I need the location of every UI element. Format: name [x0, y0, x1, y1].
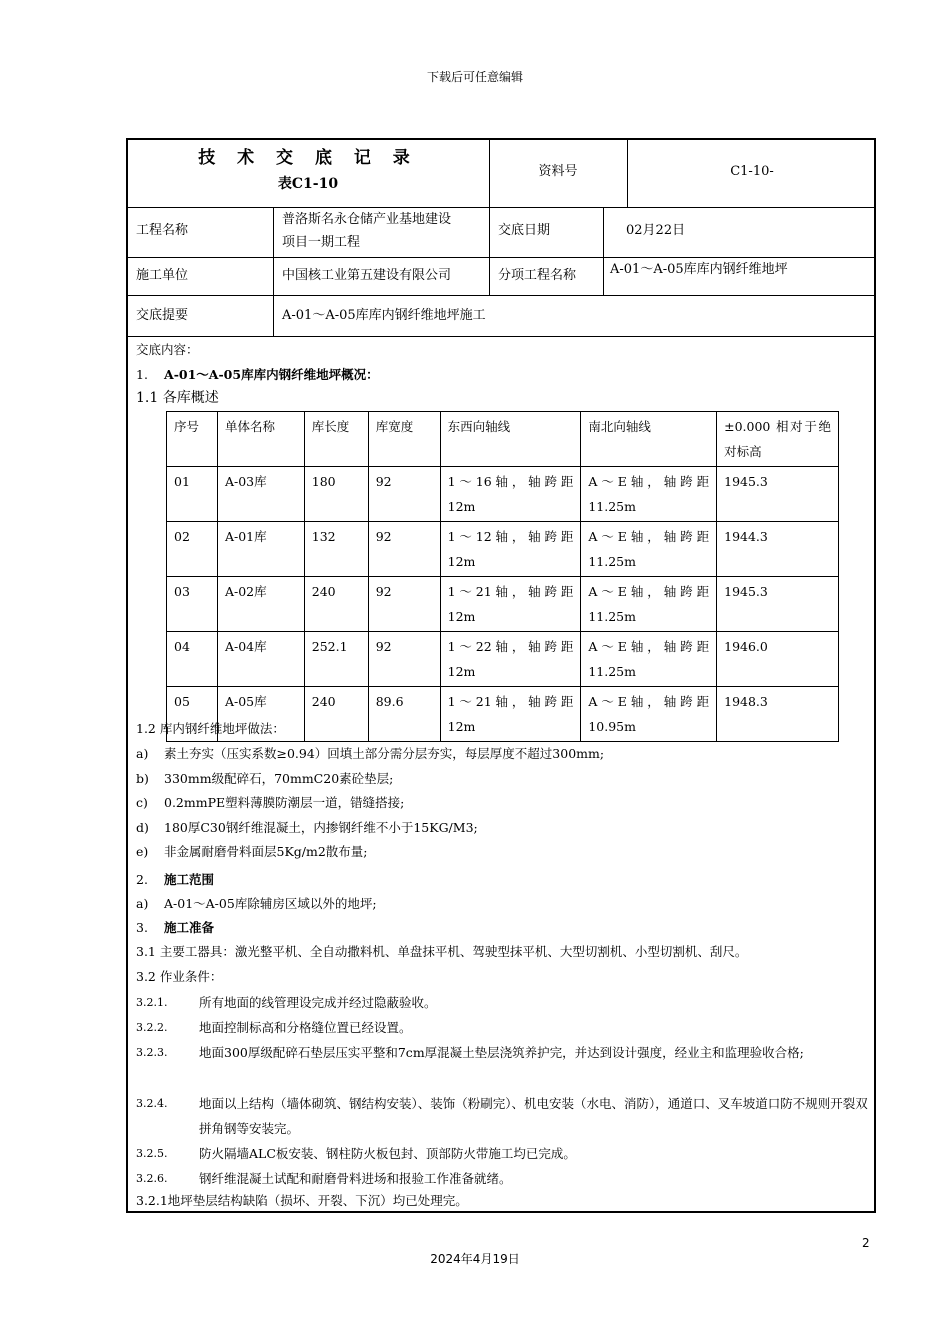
item-key: a) [136, 746, 149, 761]
table-cell: 03 [167, 577, 218, 632]
rule [603, 207, 604, 295]
rule [489, 207, 490, 295]
item-text: 素土夯实（压实系数≥0.94）回填土部分需分层夯实，每层厚度不超过300mm; [164, 746, 605, 761]
content-intro: 交底内容： [136, 342, 199, 357]
table-cell: A～E轴，轴跨距10.95m [581, 687, 717, 742]
table-cell: 1946.0 [717, 632, 839, 687]
table-cell: 1948.3 [717, 687, 839, 742]
table-header-cell: 序号 [167, 412, 218, 467]
list-item [136, 819, 478, 837]
item-text: 非金属耐磨骨料面层5Kg/m2散布量; [164, 844, 368, 859]
section-3-2-1-last: 3.2.1地坪垫层结构缺陷（损坏、开裂、下沉）均已处理完。 [136, 1193, 468, 1208]
item-key: 3.2.3. [136, 1046, 168, 1059]
table-cell: A～E轴，轴跨距11.25m [581, 522, 717, 577]
section-number: 1. [136, 367, 148, 382]
list-item [136, 794, 404, 812]
table-cell: A～E轴，轴跨距11.25m [581, 632, 717, 687]
item-key: b) [136, 770, 149, 786]
table-cell: 92 [368, 632, 440, 687]
table-row [167, 632, 839, 687]
table-header-row [167, 412, 839, 467]
item-key: c) [136, 795, 148, 810]
warehouse-table [166, 411, 839, 742]
table-cell: 01 [167, 467, 218, 522]
section-title: 施工准备 [164, 920, 215, 935]
table-cell: 92 [368, 522, 440, 577]
item-key: a) [136, 896, 149, 911]
section-1-2: 1.2 库内钢纤维地坪做法： [136, 721, 285, 736]
section-title: 施工范围 [164, 872, 215, 887]
header-note: 下载后可任意编辑 [426, 70, 523, 84]
table-cell: A-04库 [217, 632, 304, 687]
section-3-heading [136, 919, 214, 937]
project-value-line1: 普洛斯名永仓储产业基地建设 [282, 212, 452, 227]
date-value: 02月22日 [626, 223, 686, 238]
item-key: 3.2.5. [136, 1147, 168, 1160]
table-row [167, 522, 839, 577]
rule [126, 257, 876, 258]
form-title: 技 术 交 底 记 录 [198, 148, 418, 168]
subproject-value: A-01～A-05库库内钢纤维地坪 [610, 262, 788, 277]
table-cell: 180 [304, 467, 368, 522]
table-cell: 05 [167, 687, 218, 742]
item-text: 180厚C30钢纤维混凝土，内掺钢纤维不小于15KG/M3; [164, 819, 478, 835]
table-cell: A～E轴，轴跨距11.25m [581, 577, 717, 632]
unit-value: 中国核工业第五建设有限公司 [282, 268, 452, 283]
table-cell: A-05库 [217, 687, 304, 742]
item-text: 所有地面的线管理设完成并经过隐蔽验收。 [199, 995, 437, 1010]
item-key: d) [136, 819, 149, 835]
rule [126, 336, 876, 337]
item-text: A-01～A-05库除辅房区域以外的地坪; [164, 896, 377, 911]
table-cell: 1945.3 [717, 577, 839, 632]
table-header-cell: 东西向轴线 [440, 412, 581, 467]
summary-value: A-01～A-05库库内钢纤维地坪施工 [282, 308, 486, 323]
item-text: 330mm级配碎石，70mmC20素砼垫层; [164, 770, 394, 786]
item-key: 3.2.2. [136, 1021, 168, 1034]
section-1-heading [136, 366, 379, 384]
section-3-1: 3.1 主要工器具：激光整平机、全自动撒料机、单盘抹平机、驾驶型抹平机、大型切割机、小型切割机、刮尺。 [136, 944, 748, 959]
item-key: 3.2.6. [136, 1172, 168, 1185]
table-cell: 1～22轴，轴跨距12m [440, 632, 581, 687]
table-cell: 132 [304, 522, 368, 577]
table-cell: 240 [304, 577, 368, 632]
table-row [167, 577, 839, 632]
table-header-cell: ±0.000 相对于绝对标高 [717, 412, 839, 467]
section-title: A-01～A-05库库内钢纤维地坪概况： [164, 367, 379, 382]
list-item [136, 745, 604, 763]
doc-no-label: 资料号 [538, 164, 578, 179]
table-header-cell: 单体名称 [217, 412, 304, 467]
table-cell: 92 [368, 467, 440, 522]
table-row [167, 467, 839, 522]
item-text: 地面以上结构（墙体砌筑、钢结构安装）、装饰（粉刷完）、机电安装（水电、消防），通道口、叉车坡道口防不规则开裂双拼角钢等安装完。 [199, 1096, 868, 1136]
project-label: 工程名称 [136, 223, 189, 238]
project-value-line2: 项目一期工程 [282, 235, 361, 250]
table-cell: 240 [304, 687, 368, 742]
table-cell: 252.1 [304, 632, 368, 687]
section-2-heading [136, 871, 214, 889]
doc-no-value: C1-10- [730, 164, 774, 179]
table-cell: 1944.3 [717, 522, 839, 577]
table-cell: 1～12轴，轴跨距12m [440, 522, 581, 577]
section-1-1: 1.1 各库概述 [136, 390, 219, 406]
table-cell: A-02库 [217, 577, 304, 632]
table-cell: A-01库 [217, 522, 304, 577]
section-2-item [136, 895, 377, 913]
table-cell: 1～16轴，轴跨距12m [440, 467, 581, 522]
rule [126, 295, 876, 296]
table-cell: 89.6 [368, 687, 440, 742]
rule [273, 207, 274, 336]
item-key: 3.2.4. [136, 1097, 168, 1110]
item-key: 3.2.1. [136, 996, 168, 1009]
table-cell: A～E轴，轴跨距11.25m [581, 467, 717, 522]
section-3-2: 3.2 作业条件： [136, 969, 223, 984]
table-cell: 1～21轴，轴跨距12m [440, 577, 581, 632]
list-item [136, 770, 393, 788]
table-cell: 92 [368, 577, 440, 632]
unit-label: 施工单位 [136, 268, 189, 283]
page-number: 2 [862, 1236, 870, 1250]
table-header-cell: 库长度 [304, 412, 368, 467]
table-cell: 1～21轴，轴跨距12m [440, 687, 581, 742]
item-text: 地面300厚级配碎石垫层压实平整和7cm厚混凝土垫层浇筑养护完，并达到设计强度，经业主和监理验收合格; [199, 1045, 804, 1060]
table-cell: 02 [167, 522, 218, 577]
item-key: e) [136, 844, 149, 859]
table-header-cell: 库宽度 [368, 412, 440, 467]
rule [126, 207, 876, 208]
item-text: 防火隔墙ALC板安装、钢柱防火板包封、顶部防火带施工均已完成。 [199, 1146, 576, 1161]
table-header-cell: 南北向轴线 [581, 412, 717, 467]
date-label: 交底日期 [498, 223, 551, 238]
table-cell: A-03库 [217, 467, 304, 522]
section-number: 3. [136, 920, 148, 935]
form-subtitle: 表C1-10 [277, 176, 339, 192]
section-number: 2. [136, 872, 148, 887]
item-text: 0.2mmPE塑料薄膜防潮层一道，错缝搭接; [164, 795, 405, 810]
item-text: 地面控制标高和分格缝位置已经设置。 [199, 1020, 412, 1035]
table-cell: 1945.3 [717, 467, 839, 522]
table-cell: 04 [167, 632, 218, 687]
list-item [136, 843, 368, 861]
subproject-label: 分项工程名称 [498, 268, 577, 283]
summary-label: 交底提要 [136, 308, 189, 323]
item-text: 钢纤维混凝土试配和耐磨骨料进场和报验工作准备就绪。 [199, 1171, 512, 1186]
footer-date: 2024年4月19日 [430, 1252, 520, 1266]
